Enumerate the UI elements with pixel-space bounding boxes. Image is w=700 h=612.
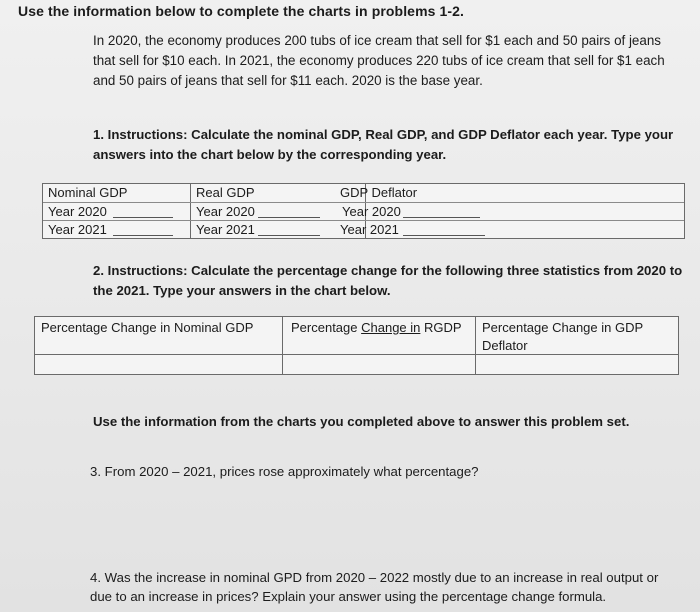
- nominal-gdp-2021-answer-line[interactable]: [113, 235, 173, 236]
- nominal-gdp-2021-label: Year 2021: [48, 222, 107, 237]
- nominal-gdp-header: Nominal GDP: [48, 185, 128, 200]
- question-2-instructions: 2. Instructions: Calculate the percentage change for the following three statistics from 2020 to the 2021. Type your answers in the chart below.: [93, 263, 683, 298]
- real-gdp-2020-label: Year 2020: [196, 204, 255, 219]
- gdp-deflator-2020-label: Year 2020: [342, 204, 401, 219]
- gdp-table: [42, 183, 685, 239]
- problem-intro: In 2020, the economy produces 200 tubs of ice cream that sell for $1 each and 50 pairs of jeans that sell for $10 each. In 2021, the economy produces 220 tubs of ice cream that sell for $1 each and 50 pairs of jeans that sell for $11 each. 2020 is the base year.: [93, 33, 665, 88]
- pct-change-rgdp-header-part: RGDP: [420, 320, 462, 335]
- gdp-deflator-header: GDP Deflator: [340, 185, 418, 200]
- pct-change-rgdp-header-part: Percentage: [291, 320, 362, 335]
- problem-set-note: Use the information from the charts you completed above to answer this problem set.: [93, 414, 630, 429]
- pct-change-gdp-deflator-answer-cell[interactable]: [476, 355, 678, 374]
- pct-change-gdp-deflator-header: Percentage Change in GDP Deflator: [482, 320, 643, 353]
- pct-change-nominal-gdp-header: Percentage Change in Nominal GDP: [41, 320, 254, 335]
- worksheet-heading: Use the information below to complete the charts in problems 1-2.: [18, 3, 465, 19]
- pct-change-rgdp-header-underlined: Change in: [361, 320, 421, 335]
- gdp-deflator-2021-answer-line[interactable]: [403, 235, 485, 236]
- gdp-deflator-2021-label: Year 2021: [340, 222, 399, 237]
- table-divider: [43, 220, 684, 221]
- gdp-deflator-2020-answer-line[interactable]: [403, 217, 480, 218]
- pct-change-nominal-gdp-answer-cell[interactable]: [35, 355, 281, 374]
- percentage-change-table: [34, 316, 679, 375]
- nominal-gdp-2020-label: Year 2020: [48, 204, 107, 219]
- pct-change-rgdp-answer-cell[interactable]: [283, 355, 474, 374]
- real-gdp-header: Real GDP: [196, 185, 255, 200]
- real-gdp-2020-answer-line[interactable]: [258, 217, 320, 218]
- question-4: 4. Was the increase in nominal GPD from 2020 – 2022 mostly due to an increase in real output or due to an increase in prices? Explain your answer using the percentage change formula.: [90, 570, 659, 604]
- real-gdp-2021-answer-line[interactable]: [258, 235, 320, 236]
- question-3: 3. From 2020 – 2021, prices rose approximately what percentage?: [90, 464, 479, 479]
- pct-change-rgdp-header: [291, 319, 471, 337]
- real-gdp-2021-label: Year 2021: [196, 222, 255, 237]
- table-divider: [43, 202, 684, 203]
- question-1-instructions: 1. Instructions: Calculate the nominal GDP, Real GDP, and GDP Deflator each year. Type your answers into the chart below by the corresponding year.: [93, 127, 674, 162]
- nominal-gdp-2020-answer-line[interactable]: [113, 217, 173, 218]
